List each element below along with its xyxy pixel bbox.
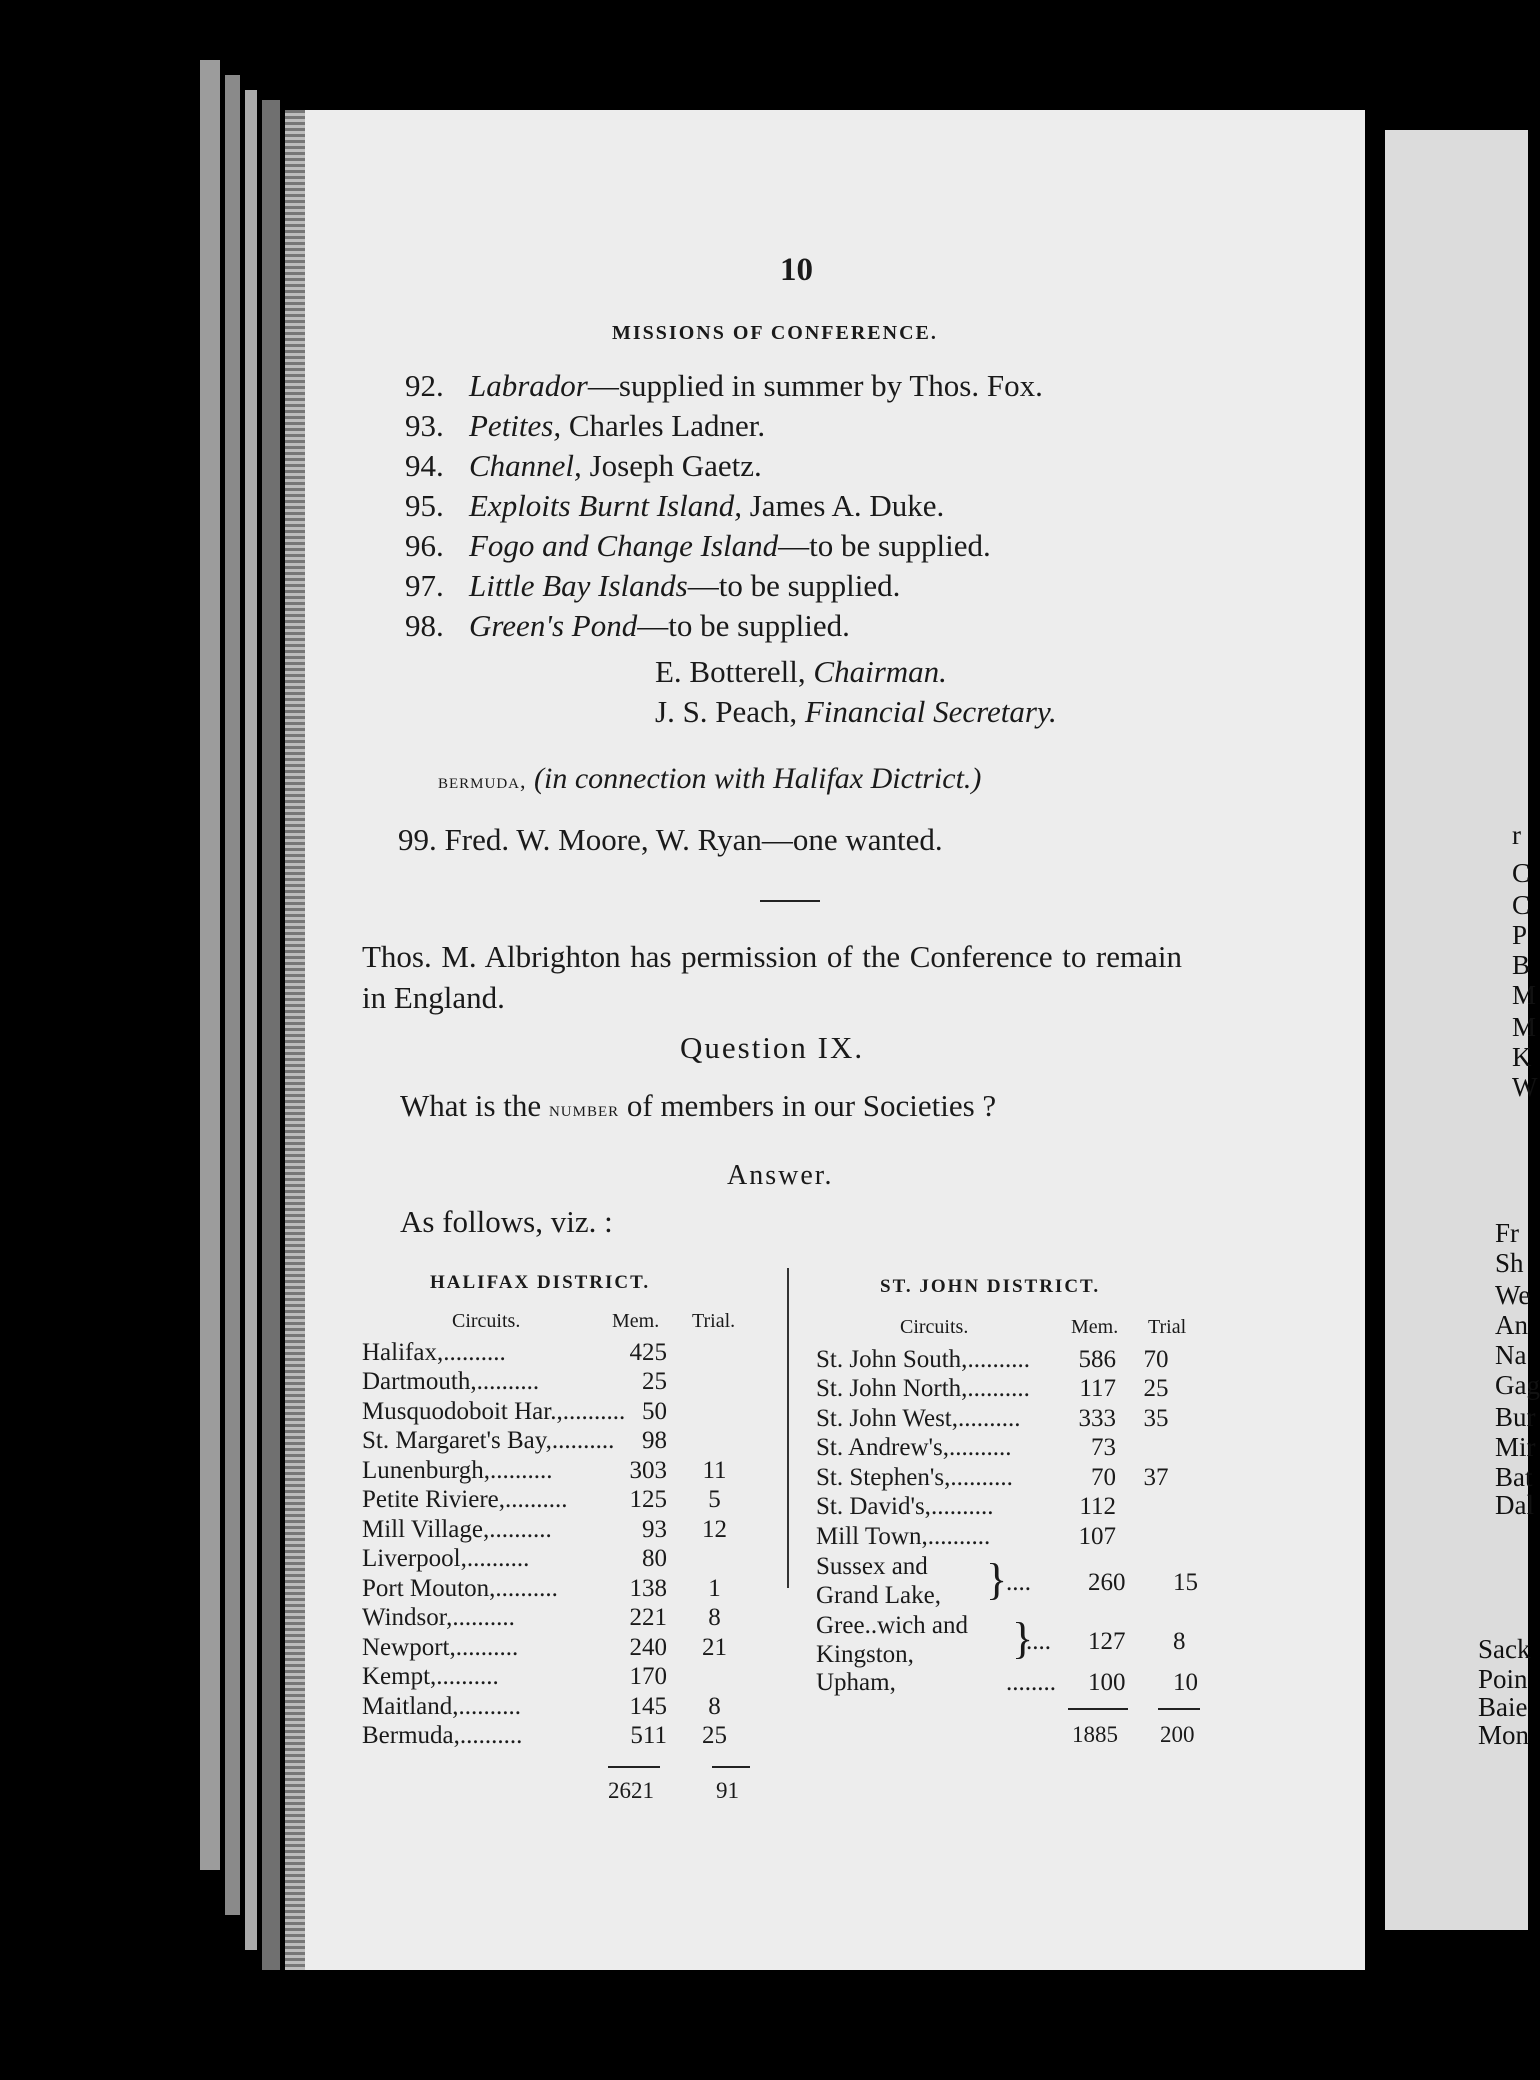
page-stack-edge <box>225 75 240 1915</box>
circuit-name <box>816 1345 1056 1375</box>
right-page-text: M <box>1512 1012 1537 1042</box>
leader-dots: .......... <box>950 1463 1013 1491</box>
circuit-trial <box>1116 1493 1196 1523</box>
as-follows: As follows, viz. : <box>400 1204 613 1239</box>
bermuda-label: bermuda, <box>438 768 527 793</box>
mission-number: 96. <box>405 528 444 563</box>
circuit-name <box>362 1633 617 1663</box>
right-page-text: An <box>1495 1310 1528 1340</box>
right-page-text: Fr <box>1495 1218 1520 1248</box>
circuit-trial: 12 <box>702 1515 727 1543</box>
circuit-name <box>362 1486 617 1516</box>
brace-icon: } <box>1012 1614 1034 1663</box>
leader-dots: .......... <box>495 1574 558 1602</box>
table-row <box>816 1522 1196 1552</box>
circuit-name-text: Halifax, <box>362 1338 444 1366</box>
circuit-trial: 11 <box>702 1456 727 1484</box>
right-page-text: C <box>1512 890 1531 920</box>
right-page-text: K <box>1512 1042 1532 1072</box>
right-page-text: P <box>1512 920 1528 950</box>
circuit-name-text: St. John North, <box>816 1375 968 1403</box>
circuit-name <box>362 1545 617 1575</box>
circuit-trial: 8 <box>708 1604 721 1632</box>
mission-number: 98. <box>405 608 444 643</box>
leader-dots: .......... <box>452 1604 515 1632</box>
circuit-trial <box>667 1545 762 1575</box>
page-stack-edge <box>262 100 280 1970</box>
halifax-mem-header: Mem. <box>612 1310 660 1332</box>
circuit-mem: 80 <box>642 1545 667 1573</box>
chairman-name: E. Botterell, <box>655 654 806 689</box>
mission-item <box>405 488 944 524</box>
circuit-mem: 93 <box>642 1515 667 1543</box>
table-row <box>362 1545 762 1575</box>
answer-label: Answer. <box>727 1160 834 1191</box>
halifax-title: HALIFAX DISTRICT. <box>430 1272 651 1293</box>
circuit-mem: 170 <box>629 1663 667 1691</box>
circuit-mem: 127 <box>1088 1628 1126 1655</box>
stjohn-total-trial: 200 <box>1160 1722 1195 1747</box>
circuit-name <box>362 1515 617 1545</box>
table-row <box>362 1338 762 1368</box>
leader-dots: .......... <box>458 1692 522 1720</box>
circuit-name-text: St. John South, <box>816 1345 968 1373</box>
mission-place: Exploits Burnt Island, <box>469 488 742 523</box>
section-title: MISSIONS OF CONFERENCE. <box>612 322 938 344</box>
leader-dots: .......... <box>505 1486 568 1514</box>
table-row <box>816 1463 1196 1493</box>
circuit-trial <box>667 1397 762 1427</box>
mission-number: 97. <box>405 568 444 603</box>
circuit-name-text: Port Mouton, <box>362 1574 496 1602</box>
right-page-text: Baie <box>1478 1692 1528 1722</box>
circuit-mem: 98 <box>642 1427 667 1455</box>
secretary-name: J. S. Peach, <box>655 694 798 729</box>
stjohn-total-mem: 1885 <box>1072 1722 1118 1747</box>
stjohn-circuits-header: Circuits. <box>900 1316 969 1338</box>
question-text-end: of members in our Societies ? <box>619 1088 997 1123</box>
circuit-name-text: Mill Town, <box>816 1522 928 1550</box>
page-stack-edge <box>245 90 257 1950</box>
halifax-circuits-header: Circuits. <box>452 1310 521 1332</box>
table-row <box>362 1663 762 1693</box>
circuit-name <box>362 1722 617 1752</box>
circuit-mem: 73 <box>1091 1434 1116 1462</box>
mission-place: Labrador <box>469 368 588 403</box>
mission-place: Petites, <box>469 408 562 443</box>
mission-item <box>405 408 765 444</box>
circuit-trial: 37 <box>1143 1463 1169 1491</box>
circuit-trial: 25 <box>702 1722 727 1750</box>
total-rule <box>608 1766 660 1768</box>
circuit-mem: 112 <box>1079 1493 1116 1521</box>
right-page-text: Dal <box>1495 1490 1534 1520</box>
circuit-name <box>362 1338 617 1368</box>
page-gutter <box>285 110 305 1970</box>
right-page-text: W <box>1512 1072 1538 1102</box>
table-row <box>362 1456 762 1486</box>
halifax-total-mem: 2621 <box>608 1778 654 1803</box>
circuit-mem: 145 <box>629 1692 667 1720</box>
mission-assignment: —to be supplied. <box>687 568 901 603</box>
circuit-name <box>362 1397 626 1427</box>
halifax-table <box>362 1338 762 1751</box>
stjohn-title: ST. JOHN DISTRICT. <box>880 1276 1101 1297</box>
bermuda-note: (in connection with Halifax Dictrict.) <box>534 762 982 795</box>
mission-item <box>405 448 762 484</box>
stjohn-last-row <box>816 1669 1196 1697</box>
mission-assignment: James A. Duke. <box>741 488 945 523</box>
circuit-name-text: Windsor, <box>362 1604 453 1632</box>
right-page-text: Mir <box>1495 1432 1536 1462</box>
grouped-circuit <box>816 1612 1196 1670</box>
circuit-name <box>816 1404 1056 1434</box>
circuit-name-line1: Sussex and <box>816 1553 928 1580</box>
circuit-name-text: St. Margaret's Bay, <box>362 1427 552 1455</box>
permission-paragraph: Thos. M. Albrighton has permission of the Conference to remain in England. <box>362 939 1182 1015</box>
circuit-name-text: Maitland, <box>362 1692 459 1720</box>
circuit-trial: 8 <box>708 1692 721 1720</box>
circuit-name-text: Dartmouth, <box>362 1368 477 1396</box>
circuit-name-text: Bermuda, <box>362 1722 460 1750</box>
circuit-trial <box>1116 1434 1196 1464</box>
leader-dots: .......... <box>490 1456 553 1484</box>
circuit-mem: 586 <box>1078 1345 1116 1373</box>
table-row <box>362 1692 762 1722</box>
bermuda-appointment: 99. Fred. W. Moore, W. Ryan—one wanted. <box>398 822 943 857</box>
right-page-text: Poin <box>1478 1664 1528 1694</box>
mission-place: Little Bay Islands <box>469 568 688 603</box>
question-title: Question IX. <box>680 1030 865 1065</box>
circuit-trial <box>667 1427 762 1457</box>
right-page-text: Mon <box>1478 1720 1530 1750</box>
chairman-title: Chairman. <box>813 654 947 689</box>
mission-number: 95. <box>405 488 444 523</box>
mission-item <box>405 608 850 644</box>
table-row <box>816 1434 1196 1464</box>
right-page-text: We <box>1495 1280 1531 1310</box>
circuit-name <box>816 1522 1056 1552</box>
halifax-total-trial: 91 <box>716 1778 739 1803</box>
mission-item <box>405 568 900 604</box>
brace-icon: } <box>986 1555 1008 1604</box>
circuit-mem: 138 <box>629 1574 667 1602</box>
mission-place: Fogo and Change Island <box>469 528 779 563</box>
circuit-trial: 25 <box>1143 1375 1169 1403</box>
mission-place: Channel, <box>469 448 582 483</box>
right-page-text: Bat <box>1495 1462 1533 1492</box>
bermuda-heading <box>438 762 981 796</box>
right-page-text: B <box>1512 950 1531 980</box>
table-row <box>816 1493 1196 1523</box>
leader-dots: .......... <box>967 1375 1030 1403</box>
circuit-mem: 260 <box>1088 1569 1126 1596</box>
circuit-name-line2: Kingston, <box>816 1641 914 1668</box>
circuit-name-text: St. Andrew's, <box>816 1434 949 1462</box>
circuit-name <box>362 1456 617 1486</box>
mission-number: 93. <box>405 408 444 443</box>
table-row <box>362 1397 762 1427</box>
right-page-text: Gag <box>1495 1370 1540 1400</box>
circuit-name-text: Lunenburgh, <box>362 1456 490 1484</box>
total-rule <box>1068 1708 1128 1710</box>
circuit-name-line1: Gree..wich and <box>816 1612 969 1639</box>
mission-assignment: —to be supplied. <box>778 528 991 563</box>
circuit-name <box>816 1463 1056 1493</box>
chairman-line <box>655 654 947 690</box>
divider <box>760 900 820 902</box>
circuit-trial: 70 <box>1143 1345 1169 1373</box>
circuit-mem: 333 <box>1078 1404 1116 1432</box>
table-row <box>362 1427 762 1457</box>
right-page-text: Na <box>1495 1340 1527 1370</box>
total-rule <box>712 1766 750 1768</box>
mission-item <box>405 368 1043 404</box>
circuit-mem: 107 <box>1078 1522 1116 1550</box>
circuit-trial: 15 <box>1173 1569 1198 1596</box>
page-number: 10 <box>780 252 813 288</box>
table-row <box>362 1368 762 1398</box>
circuit-mem: 303 <box>629 1456 667 1484</box>
circuit-trial <box>667 1338 762 1368</box>
circuit-name-text: St. John West, <box>816 1404 958 1432</box>
circuit-mem: 511 <box>630 1722 667 1750</box>
circuit-mem: 240 <box>629 1633 667 1661</box>
mission-item <box>405 528 991 564</box>
circuit-name-text: Kempt, <box>362 1663 437 1691</box>
circuit-trial <box>667 1368 762 1398</box>
table-row <box>362 1486 762 1516</box>
circuit-trial <box>1116 1522 1196 1552</box>
circuit-name <box>362 1692 617 1722</box>
circuit-name-text: St. David's, <box>816 1493 931 1521</box>
mission-assignment: —supplied in summer by Thos. Fox. <box>587 368 1043 403</box>
leader-dots: .... <box>1006 1569 1031 1596</box>
table-row <box>362 1574 762 1604</box>
leader-dots: .......... <box>958 1404 1021 1432</box>
right-page-text: M <box>1512 980 1537 1010</box>
circuit-name: Upham, <box>816 1669 896 1696</box>
question-text <box>400 1088 996 1124</box>
circuit-mem: 221 <box>629 1604 667 1632</box>
circuit-name-text: Petite Riviere, <box>362 1486 506 1514</box>
leader-dots: .......... <box>967 1345 1030 1373</box>
leader-dots: ........ <box>1006 1669 1056 1696</box>
circuit-mem: 70 <box>1091 1463 1116 1491</box>
leader-dots: .......... <box>489 1515 552 1543</box>
circuit-mem: 25 <box>642 1368 667 1396</box>
circuit-trial <box>667 1663 762 1693</box>
right-page-text: Bur <box>1495 1402 1536 1432</box>
question-text-start: What is the <box>400 1088 549 1123</box>
circuit-name-text: St. Stephen's, <box>816 1463 951 1491</box>
circuit-name-text: Musquodoboit Har., <box>362 1397 563 1425</box>
circuit-trial: 35 <box>1143 1404 1169 1432</box>
leader-dots: .......... <box>466 1545 530 1573</box>
mission-assignment: —to be supplied. <box>637 608 850 643</box>
circuit-trial: 8 <box>1173 1628 1186 1655</box>
table-row <box>816 1375 1196 1405</box>
circuit-name-text: Newport, <box>362 1633 456 1661</box>
leader-dots: .... <box>1026 1628 1051 1655</box>
table-row <box>362 1722 762 1752</box>
right-page-text: r <box>1512 820 1521 850</box>
leader-dots: .......... <box>443 1338 506 1366</box>
circuit-name <box>816 1434 1056 1464</box>
circuit-name-text: Liverpool, <box>362 1545 467 1573</box>
mission-number: 92. <box>405 368 444 403</box>
circuit-name <box>362 1427 617 1457</box>
column-divider <box>787 1268 789 1588</box>
circuit-trial: 5 <box>708 1486 721 1514</box>
stjohn-table <box>816 1345 1196 1552</box>
leader-dots: .......... <box>476 1368 540 1396</box>
stjohn-mem-header: Mem. <box>1071 1316 1119 1338</box>
circuit-trial: 21 <box>702 1633 727 1661</box>
circuit-mem: 50 <box>642 1397 667 1425</box>
mission-assignment: Joseph Gaetz. <box>581 448 762 483</box>
mission-assignment: Charles Ladner. <box>561 408 766 443</box>
circuit-name <box>362 1604 617 1634</box>
circuit-trial: 1 <box>708 1574 721 1602</box>
leader-dots: .......... <box>927 1522 991 1550</box>
leader-dots: .......... <box>459 1722 523 1750</box>
circuit-mem: 100 <box>1088 1669 1126 1696</box>
table-row <box>362 1633 762 1663</box>
circuit-mem: 425 <box>629 1338 667 1366</box>
leader-dots: .......... <box>455 1633 519 1661</box>
circuit-mem: 117 <box>1079 1375 1116 1403</box>
circuit-name <box>362 1574 617 1604</box>
table-row <box>362 1604 762 1634</box>
table-row <box>816 1404 1196 1434</box>
leader-dots: .......... <box>948 1434 1012 1462</box>
total-rule <box>1158 1708 1200 1710</box>
leader-dots: .......... <box>930 1493 994 1521</box>
grouped-circuit <box>816 1553 1196 1611</box>
right-page-text: Sh <box>1495 1248 1524 1278</box>
right-page-text: Sack <box>1478 1634 1531 1664</box>
mission-place: Green's Pond <box>469 608 638 643</box>
leader-dots: .......... <box>551 1427 615 1455</box>
circuit-name <box>816 1375 1056 1405</box>
stjohn-trial-header: Trial <box>1148 1316 1187 1338</box>
mission-number: 94. <box>405 448 444 483</box>
circuit-name-line2: Grand Lake, <box>816 1582 941 1609</box>
question-text-caps: number <box>548 1096 620 1121</box>
halifax-trial-header: Trial. <box>692 1310 736 1332</box>
secretary-title: Financial Secretary. <box>804 694 1057 729</box>
circuit-name-text: Mill Village, <box>362 1515 490 1543</box>
circuit-mem: 125 <box>629 1486 667 1514</box>
secretary-line <box>655 694 1057 730</box>
table-row <box>362 1515 762 1545</box>
circuit-name <box>362 1663 617 1693</box>
page-stack-edge <box>200 60 220 1870</box>
circuit-name <box>816 1493 1056 1523</box>
right-page-text: C <box>1512 858 1531 888</box>
leader-dots: .......... <box>562 1397 626 1425</box>
table-row <box>816 1345 1196 1375</box>
circuit-trial: 10 <box>1173 1669 1198 1696</box>
leader-dots: .......... <box>436 1663 499 1691</box>
circuit-name <box>362 1368 617 1398</box>
